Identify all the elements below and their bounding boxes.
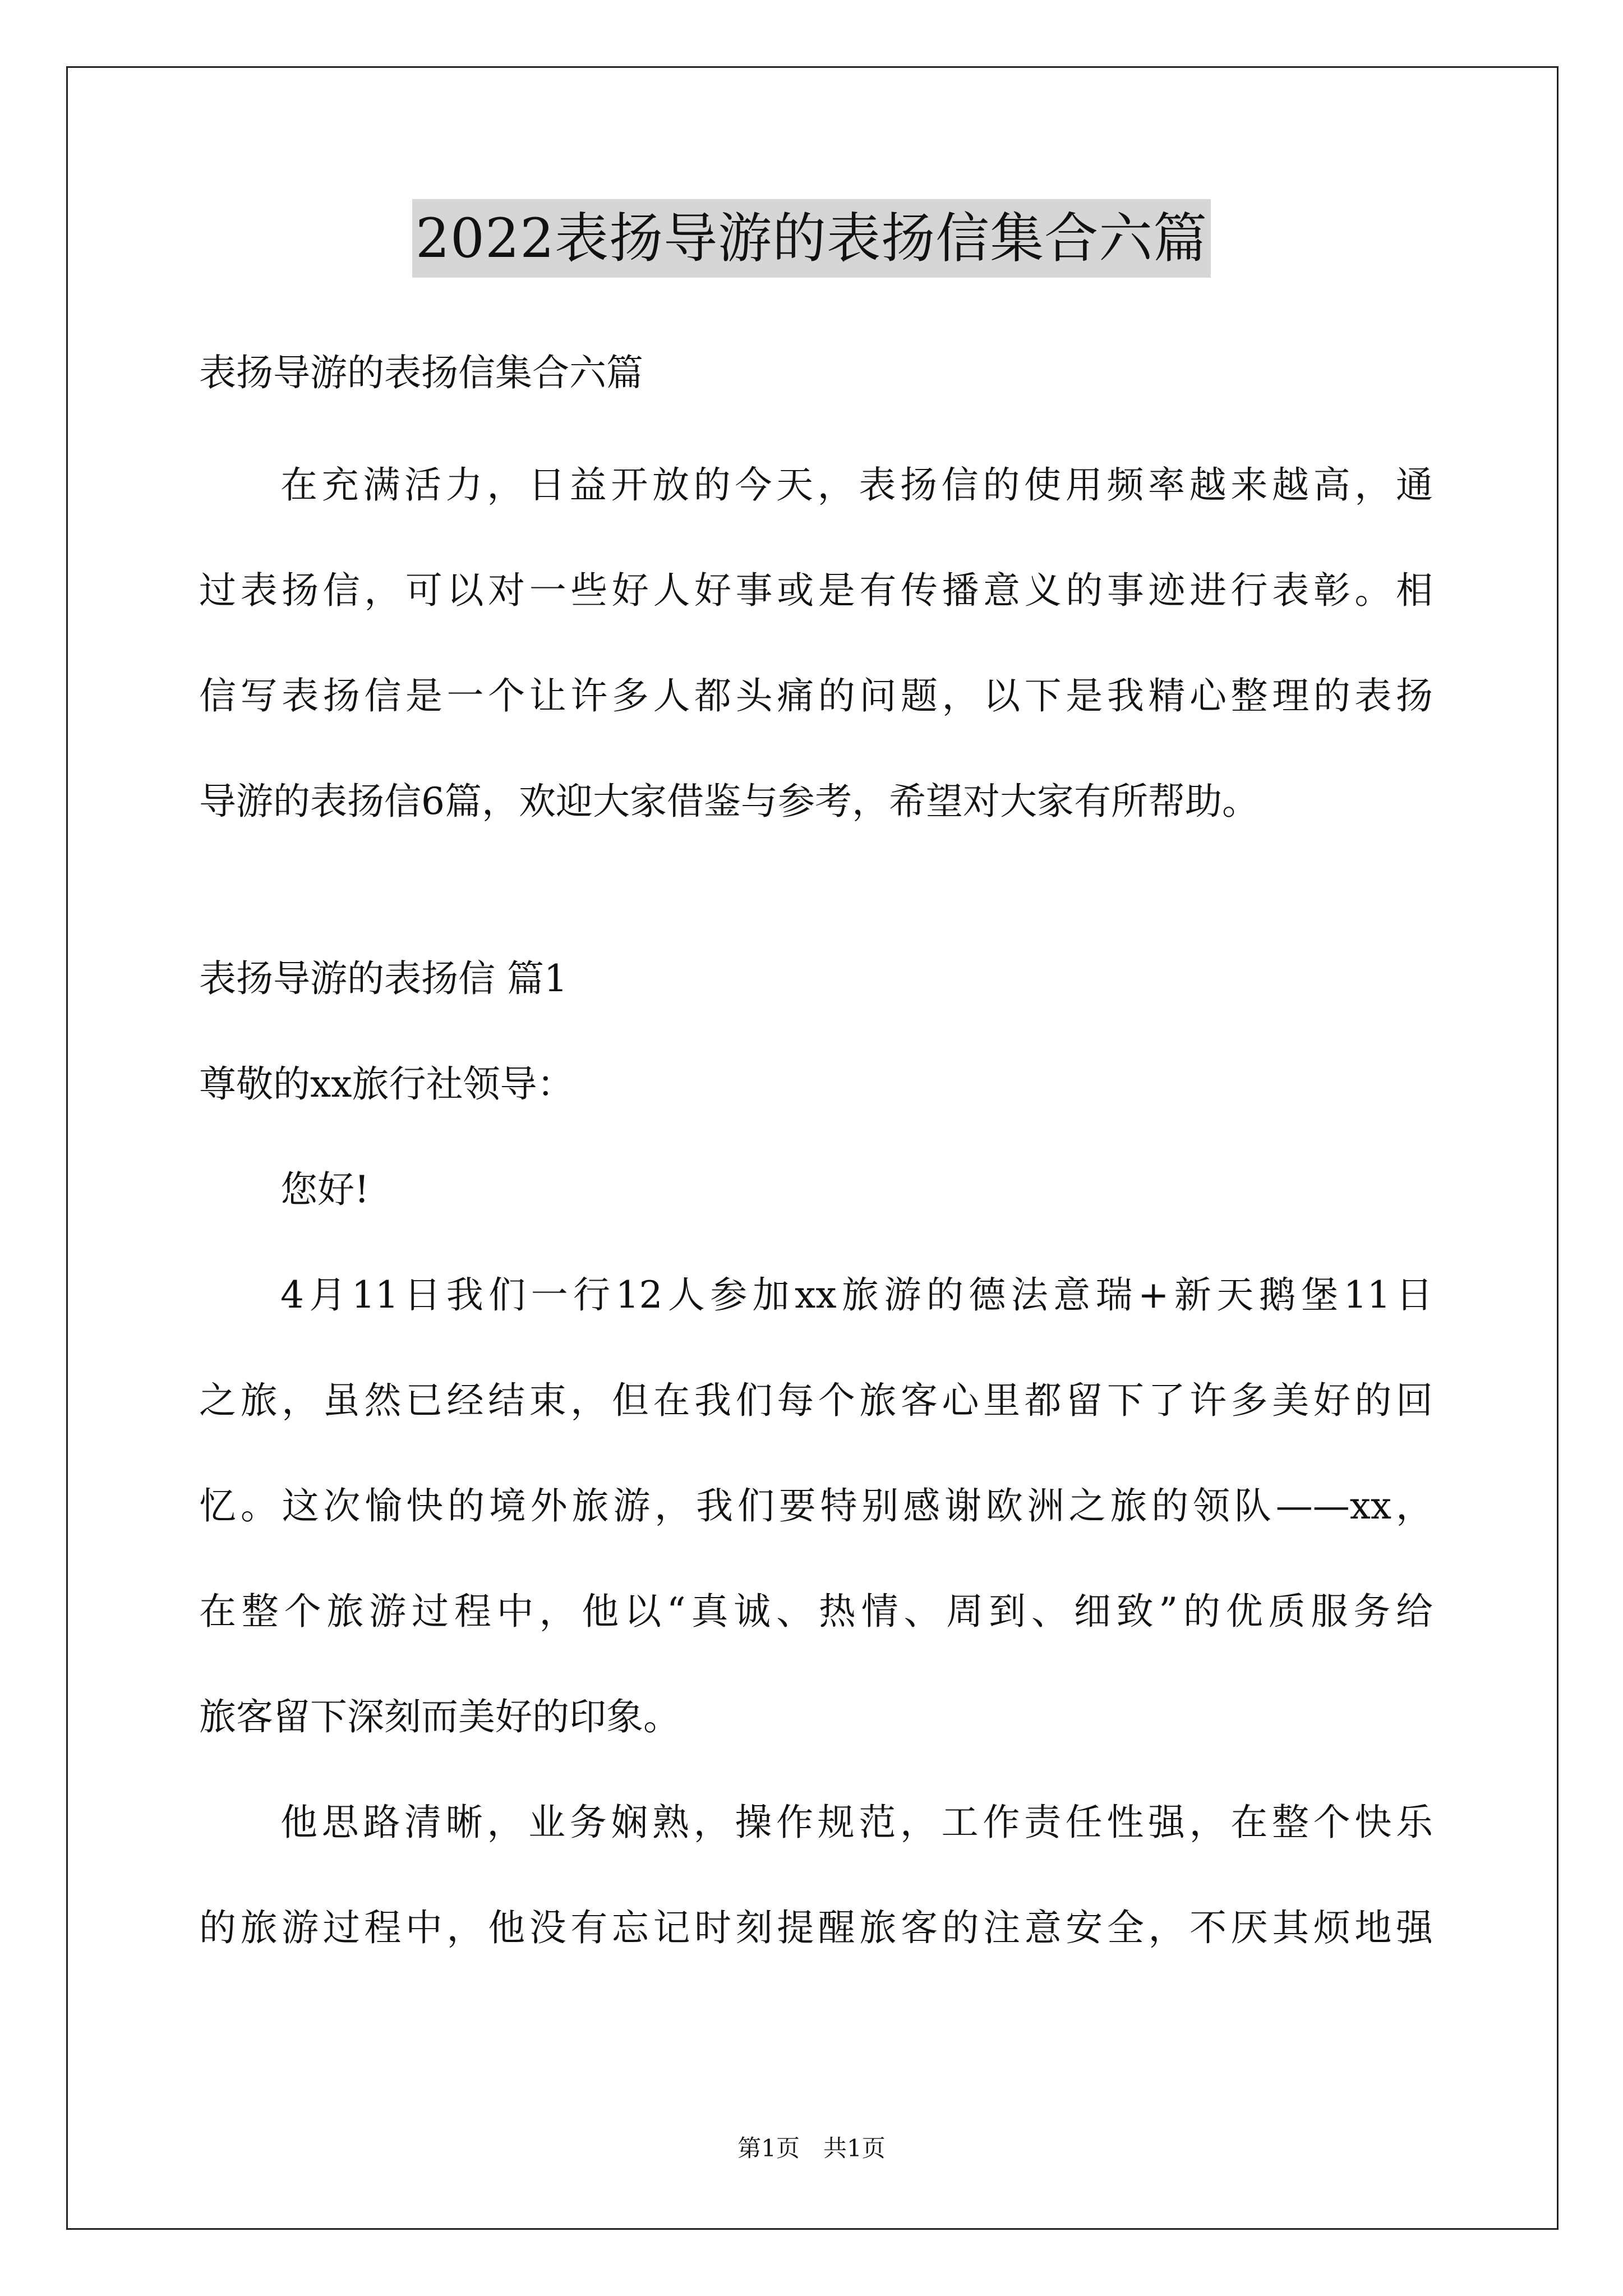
greeting: 您好! <box>280 1168 370 1211</box>
document-subtitle: 表扬导游的表扬信集合六篇 <box>199 351 643 394</box>
intro-line: 在充满活力，日益开放的今天，表扬信的使用频率越来越高，通 <box>280 463 1433 507</box>
section-heading: 表扬导游的表扬信 篇1 <box>199 957 568 1000</box>
body-line: 旅客留下深刻而美好的印象。 <box>199 1695 680 1738</box>
document-title <box>0 199 1623 278</box>
intro-line: 导游的表扬信6篇，欢迎大家借鉴与参考，希望对大家有所帮助。 <box>199 780 1259 823</box>
document-title-text: 2022表扬导游的表扬信集合六篇 <box>412 199 1211 278</box>
intro-line: 信写表扬信是一个让许多人都头痛的问题，以下是我精心整理的表扬 <box>199 674 1433 717</box>
body-line: 之旅，虽然已经结束，但在我们每个旅客心里都留下了许多美好的回 <box>199 1379 1433 1422</box>
body-line: 在整个旅游过程中，他以“真诚、热情、周到、细致”的优质服务给 <box>199 1590 1433 1633</box>
body-line: 忆。这次愉快的境外旅游，我们要特别感谢欧洲之旅的领队——xx， <box>199 1484 1433 1527</box>
body-line: 的旅游过程中，他没有忘记时刻提醒旅客的注意安全，不厌其烦地强 <box>199 1906 1433 1949</box>
intro-line: 过表扬信，可以对一些好人好事或是有传播意义的事迹进行表彰。相 <box>199 569 1433 612</box>
body-line: 4月11日我们一行12人参加xx旅游的德法意瑞+新天鹅堡11日 <box>280 1273 1433 1317</box>
page-footer: 第1页 共1页 <box>737 2134 886 2162</box>
body-line: 他思路清晰，业务娴熟，操作规范，工作责任性强，在整个快乐 <box>280 1801 1433 1844</box>
salutation: 尊敬的xx旅行社领导： <box>199 1062 574 1106</box>
